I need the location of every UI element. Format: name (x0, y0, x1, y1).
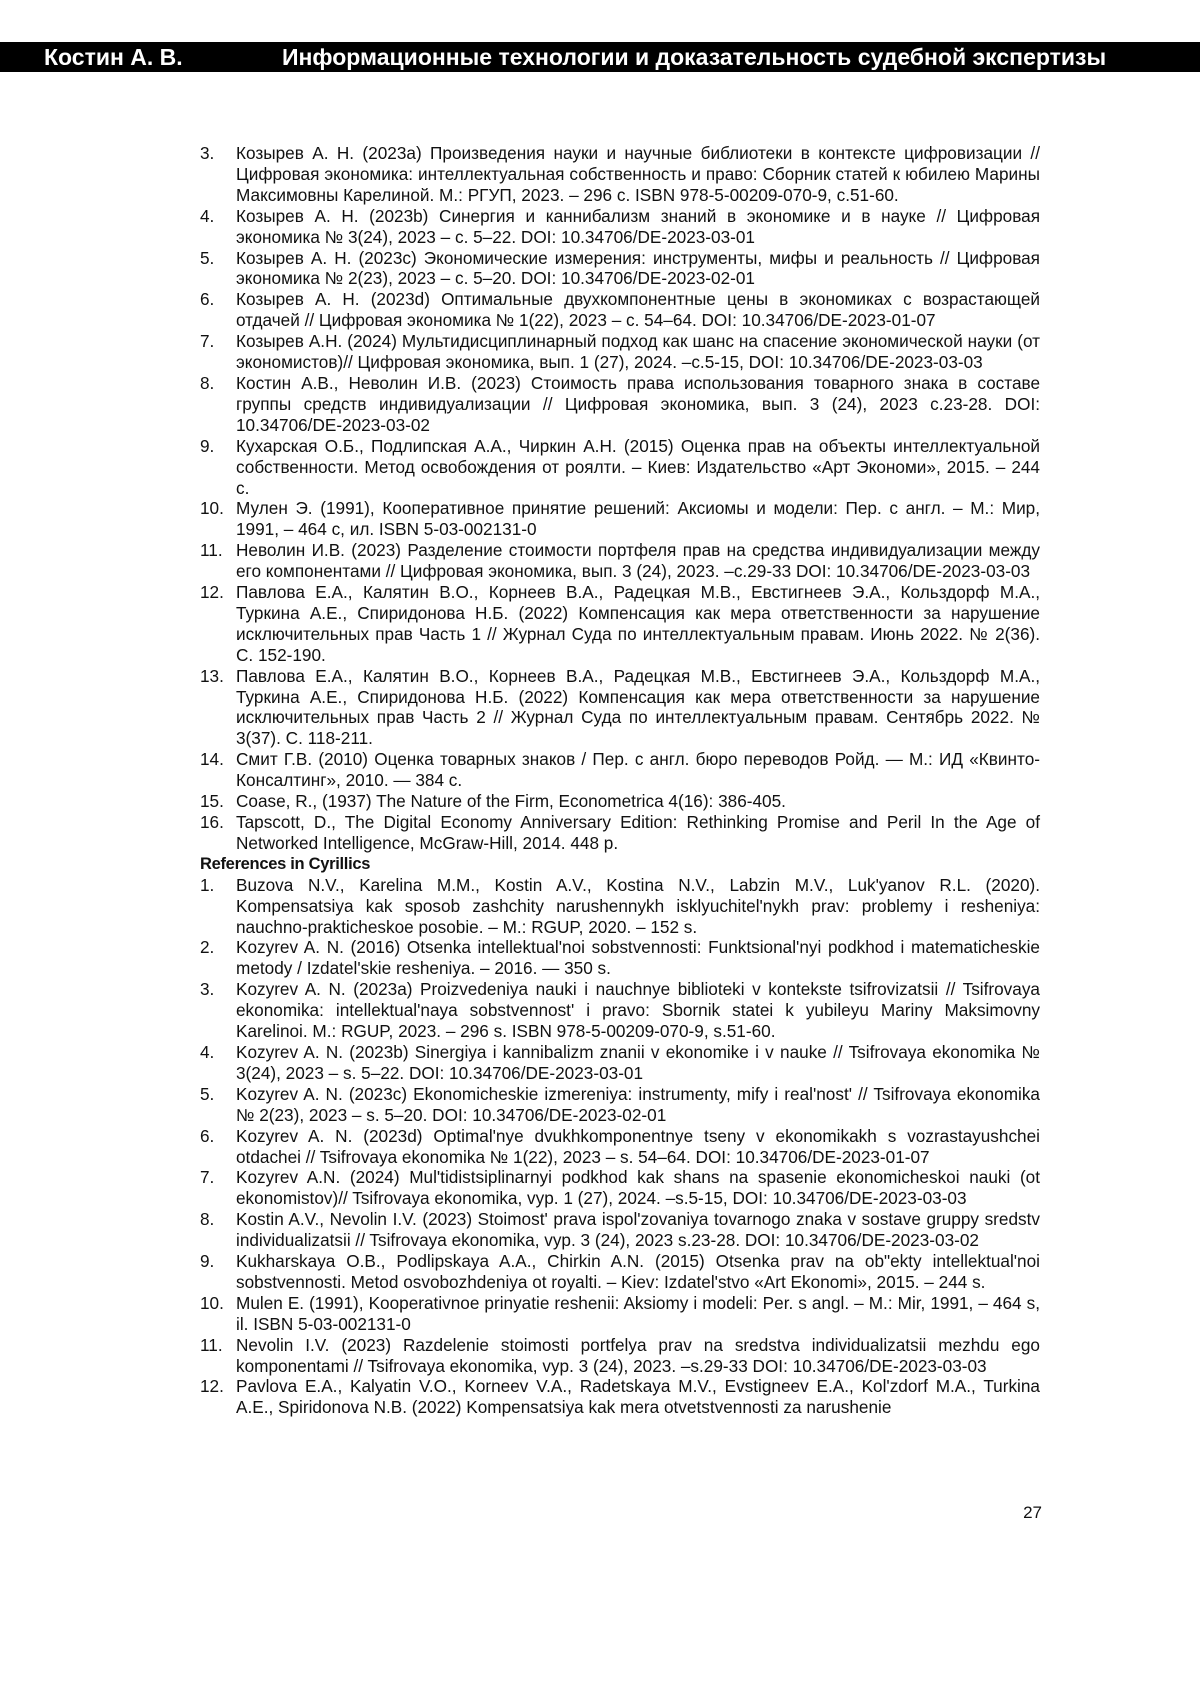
reference-text: Kozyrev A. N. (2023a) Proizvedeniya nauki i nauchnye biblioteki v kontekste tsifrovizatsii // Tsifrovaya ekonomika: intellektual'naya sobstvennost' i pravo: Sbornik statei k yubileyu Mariny Maksimovny Karelinoi. M.: RGUP, 2023. – 296 s. ISBN 978-5-00209-070-9, s.51-60. (236, 979, 1040, 1041)
reference-number: 4. (200, 206, 214, 227)
reference-number: 7. (200, 331, 214, 352)
reference-item (200, 582, 1040, 666)
reference-item (200, 791, 1040, 812)
reference-item (200, 1251, 1040, 1293)
reference-text: Kozyrev A. N. (2023b) Sinergiya i kannibalizm znanii v ekonomike i v nauke // Tsifrovaya ekonomika № 3(24), 2023 – s. 5–22. DOI: 10.34706/DE-2023-03-01 (236, 1042, 1040, 1083)
reference-item (200, 1293, 1040, 1335)
reference-number: 7. (200, 1167, 214, 1188)
running-header (0, 42, 1200, 72)
reference-text: Kozyrev A. N. (2023c) Ekonomicheskie izmereniya: instrumenty, mify i real'nost' // Tsifrovaya ekonomika № 2(23), 2023 – s. 5–20. DOI: 10.34706/DE-2023-02-01 (236, 1084, 1040, 1125)
reference-item (200, 1209, 1040, 1251)
reference-item (200, 979, 1040, 1042)
reference-text: Смит Г.В. (2010) Оценка товарных знаков / Пер. с англ. бюро переводов Ройд. — М.: ИД «Квинто-Консалтинг», 2010. — 384 с. (236, 749, 1040, 790)
page-number: 27 (1023, 1503, 1042, 1523)
reference-number: 16. (200, 812, 224, 833)
reference-number: 8. (200, 373, 214, 394)
reference-item (200, 498, 1040, 540)
reference-number: 5. (200, 248, 214, 269)
reference-number: 12. (200, 1376, 224, 1397)
reference-number: 3. (200, 979, 214, 1000)
reference-item (200, 1042, 1040, 1084)
reference-text: Мулен Э. (1991), Кооперативное принятие решений: Аксиомы и модели: Пер. с англ. – М.: Мир, 1991, – 464 с, ил. ISBN 5-03-002131-0 (236, 498, 1040, 539)
reference-item (200, 373, 1040, 436)
reference-number: 5. (200, 1084, 214, 1105)
reference-number: 14. (200, 749, 224, 770)
reference-number: 13. (200, 666, 224, 687)
reference-text: Костин А.В., Неволин И.В. (2023) Стоимость права использования товарного знака в составе группы средств индивидуализации // Цифровая экономика, вып. 3 (24), 2023 с.23-28. DOI: 10.34706/DE-2023-03-02 (236, 373, 1040, 435)
reference-item (200, 540, 1040, 582)
reference-number: 6. (200, 1126, 214, 1147)
reference-item (200, 875, 1040, 938)
reference-number: 15. (200, 791, 224, 812)
reference-number: 9. (200, 436, 214, 457)
section-heading: References in Cyrillics (200, 854, 1040, 875)
reference-item (200, 436, 1040, 499)
reference-item (200, 937, 1040, 979)
reference-text: Pavlova E.A., Kalyatin V.O., Korneev V.A., Radetskaya M.V., Evstigneev E.A., Kol'zdorf M.A., Turkina A.E., Spiridonova N.B. (2022) Kompensatsiya kak mera otvetstvennosti za narushenie (236, 1376, 1040, 1417)
reference-item (200, 666, 1040, 750)
reference-number: 11. (200, 1335, 223, 1356)
reference-text: Павлова Е.А., Калятин В.О., Корнеев В.А., Радецкая М.В., Евстигнеев Э.А., Кольздорф М.А., Туркина А.Е., Спиридонова Н.Б. (2022) Компенсация как мера ответственности за нарушение исключительных прав Часть 2 // Журнал Суда по интеллектуальным правам. Сентябрь 2022. № 3(37). С. 118-211. (236, 666, 1040, 749)
reference-text: Козырев А. Н. (2023a) Произведения науки и научные библиотеки в контексте цифровизации // Цифровая экономика: интеллектуальная собственность и право: Сборник статей к юбилею Марины Максимовны Карелиной. М.: РГУП, 2023. – 296 с. ISBN 978-5-00209-070-9, с.51-60. (236, 143, 1040, 205)
reference-item (200, 143, 1040, 206)
reference-item (200, 812, 1040, 854)
reference-text: Козырев А. Н. (2023c) Экономические измерения: инструменты, мифы и реальность // Цифровая экономика № 2(23), 2023 – с. 5–20. DOI: 10.34706/DE-2023-02-01 (236, 248, 1040, 289)
header-author: Костин А. В. (44, 42, 183, 72)
reference-number: 8. (200, 1209, 214, 1230)
reference-number: 3. (200, 143, 214, 164)
reference-text: Козырев А.Н. (2024) Мультидисциплинарный подход как шанс на спасение экономической науки (от экономистов)// Цифровая экономика, вып. 1 (27), 2024. –с.5-15, DOI: 10.34706/DE-2023-03-03 (236, 331, 1040, 372)
reference-item (200, 749, 1040, 791)
reference-number: 11. (200, 540, 223, 561)
header-title: Информационные технологии и доказательность судебной экспертизы (282, 42, 1106, 72)
reference-text: Kostin A.V., Nevolin I.V. (2023) Stoimost' prava ispol'zovaniya tovarnogo znaka v sostave gruppy sredstv individualizatsii // Tsifrovaya ekonomika, vyp. 3 (24), 2023 s.23-28. DOI: 10.34706/DE-2023-03-02 (236, 1209, 1040, 1250)
reference-item (200, 206, 1040, 248)
reference-item (200, 1376, 1040, 1418)
reference-item (200, 289, 1040, 331)
reference-text: Козырев А. Н. (2023b) Синергия и каннибализм знаний в экономике и в науке // Цифровая экономика № 3(24), 2023 – с. 5–22. DOI: 10.34706/DE-2023-03-01 (236, 206, 1040, 247)
reference-text: Павлова Е.А., Калятин В.О., Корнеев В.А., Радецкая М.В., Евстигнеев Э.А., Кольздорф М.А., Туркина А.Е., Спиридонова Н.Б. (2022) Компенсация как мера ответственности за нарушение исключительных прав Часть 1 // Журнал Суда по интеллектуальным правам. Июнь 2022. № 2(36). С. 152-190. (236, 582, 1040, 665)
reference-number: 12. (200, 582, 224, 603)
reference-number: 9. (200, 1251, 214, 1272)
reference-list-transliterated (200, 875, 1040, 1419)
reference-text: Козырев А. Н. (2023d) Оптимальные двухкомпонентные цены в экономиках с возрастающей отдачей // Цифровая экономика № 1(22), 2023 – с. 54–64. DOI: 10.34706/DE-2023-01-07 (236, 289, 1040, 330)
reference-text: Кухарская О.Б., Подлипская А.А., Чиркин А.Н. (2015) Оценка прав на объекты интеллектуальной собственности. Метод освобождения от роялти. – Киев: Издательство «Арт Экономи», 2015. – 244 с. (236, 436, 1040, 498)
reference-number: 10. (200, 1293, 224, 1314)
reference-item (200, 1167, 1040, 1209)
reference-number: 2. (200, 937, 214, 958)
reference-text: Nevolin I.V. (2023) Razdelenie stoimosti portfelya prav na sredstva individualizatsii mezhdu ego komponentami // Tsifrovaya ekonomika, vyp. 3 (24), 2023. –s.29-33 DOI: 10.34706/DE-2023-03-03 (236, 1335, 1040, 1376)
reference-text: Tapscott, D., The Digital Economy Anniversary Edition: Rethinking Promise and Peril In the Age of Networked Intelligence, McGraw-Hill, 2014. 448 p. (236, 812, 1040, 853)
reference-text: Buzova N.V., Karelina M.M., Kostin A.V., Kostina N.V., Labzin M.V., Luk'yanov R.L. (2020). Kompensatsiya kak sposob zashchity narushennykh isklyuchitel'nykh prav: problemy i resheniya: nauchno-prakticheskoe posobie. – M.: RGUP, 2020. – 152 s. (236, 875, 1040, 937)
reference-text: Coase, R., (1937) The Nature of the Firm, Econometrica 4(16): 386-405. (236, 791, 786, 811)
reference-number: 4. (200, 1042, 214, 1063)
reference-text: Kozyrev A. N. (2023d) Optimal'nye dvukhkomponentnye tseny v ekonomikakh s vozrastayushchei otdachei // Tsifrovaya ekonomika № 1(22), 2023 – s. 54–64. DOI: 10.34706/DE-2023-01-07 (236, 1126, 1040, 1167)
reference-list-russian (200, 143, 1040, 854)
reference-item (200, 1084, 1040, 1126)
reference-item (200, 331, 1040, 373)
reference-item (200, 1126, 1040, 1168)
reference-text: Mulen E. (1991), Kooperativnoe prinyatie reshenii: Aksiomy i modeli: Per. s angl. – M.: Mir, 1991, – 464 s, il. ISBN 5-03-002131-0 (236, 1293, 1040, 1334)
reference-item (200, 1335, 1040, 1377)
reference-number: 10. (200, 498, 224, 519)
reference-text: Kozyrev A. N. (2016) Otsenka intellektual'noi sobstvennosti: Funktsional'nyi podkhod i matematicheskie metody / Izdatel'skie resheniya. – 2016. — 350 s. (236, 937, 1040, 978)
reference-text: Неволин И.В. (2023) Разделение стоимости портфеля прав на средства индивидуализации между его компонентами // Цифровая экономика, вып. 3 (24), 2023. –с.29-33 DOI: 10.34706/DE-2023-03-03 (236, 540, 1040, 581)
reference-text: Kukharskaya O.B., Podlipskaya A.A., Chirkin A.N. (2015) Otsenka prav na ob"ekty intellektual'noi sobstvennosti. Metod osvobozhdeniya ot royalti. – Kiev: Izdatel'stvo «Art Ekonomi», 2015. – 244 s. (236, 1251, 1040, 1292)
reference-number: 1. (200, 875, 214, 896)
reference-text: Kozyrev A.N. (2024) Mul'tidistsiplinarnyi podkhod kak shans na spasenie ekonomicheskoi nauki (ot ekonomistov)// Tsifrovaya ekonomika, vyp. 1 (27), 2024. –s.5-15, DOI: 10.34706/DE-2023-03-03 (236, 1167, 1040, 1208)
reference-number: 6. (200, 289, 214, 310)
reference-item (200, 248, 1040, 290)
reference-content (200, 143, 1040, 1418)
